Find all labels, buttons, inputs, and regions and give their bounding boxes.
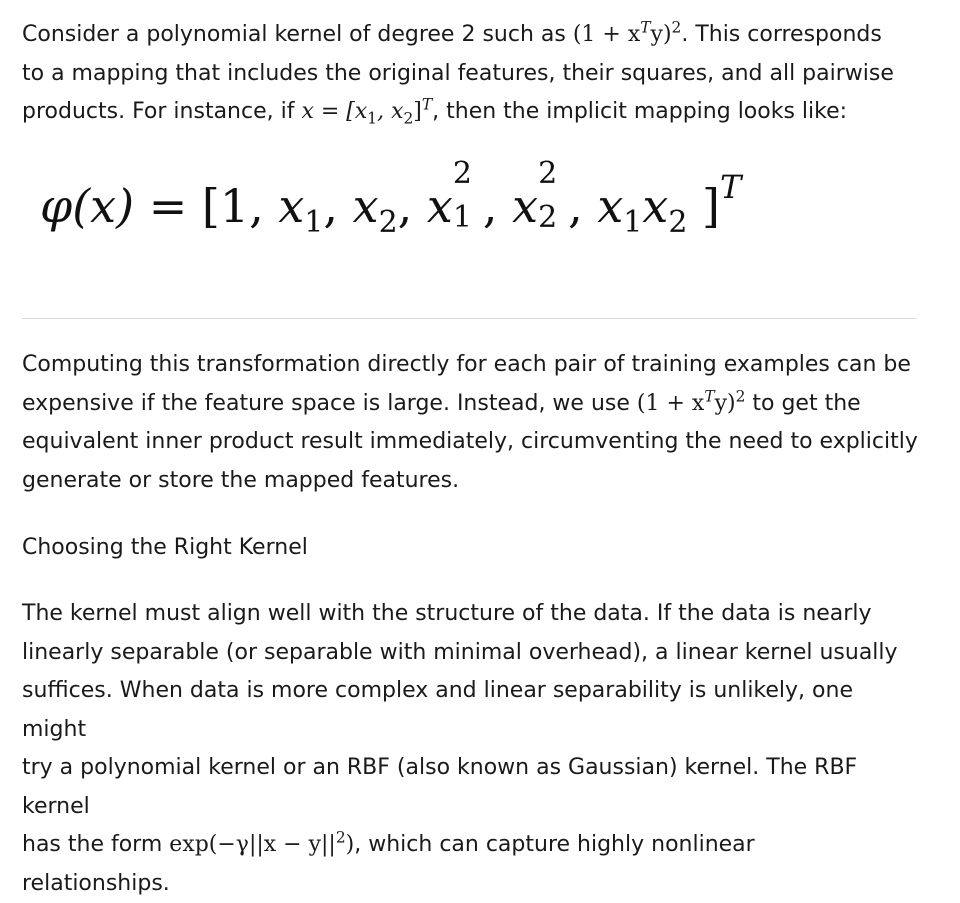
math-vector-x: $x = [x_1$, $x_2]^T$ bbox=[301, 95, 433, 128]
text: products. For instance, if bbox=[22, 99, 302, 124]
math-kernel-inline: $(1 + x^Ty)^2$ bbox=[636, 387, 746, 416]
computation-paragraph bbox=[22, 346, 922, 500]
text: expensive if the feature space is large. Instead, we use bbox=[22, 390, 637, 416]
text: linearly separable (or separable with minimal overhead), a linear kernel usually bbox=[22, 639, 898, 665]
text: . This corresponds bbox=[681, 22, 882, 47]
display-equation: φ(x) = [1, $x_1$, $x_2$, x 2 1 , x 2 2 , $x_1x_2$ ]$^T$ bbox=[40, 156, 742, 240]
kernel-choice-paragraph bbox=[22, 595, 922, 903]
text: relationships. bbox=[22, 870, 170, 896]
text: Consider a polynomial kernel of degree 2 such as bbox=[22, 22, 573, 47]
divider bbox=[22, 318, 917, 319]
text: to a mapping that includes the original features, their squares, and all pairwise bbox=[22, 60, 894, 86]
intro-paragraph bbox=[22, 16, 922, 132]
text: try a polynomial kernel or an RBF (also known as Gaussian) kernel. The RBF kernel bbox=[22, 755, 858, 819]
text: , then the implicit mapping looks like: bbox=[432, 99, 848, 124]
text: The kernel must align well with the structure of the data. If the data is nearly bbox=[22, 601, 872, 626]
text: suffices. When data is more complex and linear separability is unlikely, one might bbox=[22, 678, 853, 742]
text: Computing this transformation directly for each pair of training examples can be bbox=[22, 352, 911, 377]
section-heading: Choosing the Right Kernel bbox=[22, 535, 308, 560]
text: , which can capture highly nonlinear bbox=[354, 832, 755, 857]
text: to get the bbox=[745, 390, 861, 416]
text: has the form bbox=[22, 832, 170, 857]
text: equivalent inner product result immediately, circumventing the need to explicitly bbox=[22, 429, 918, 454]
text: generate or store the mapped features. bbox=[22, 467, 460, 493]
math-kernel: $(1 + x^Ty)^2$ bbox=[572, 18, 682, 47]
math-rbf: $\exp(-\gamma||x - y||^2)$ bbox=[169, 828, 355, 857]
